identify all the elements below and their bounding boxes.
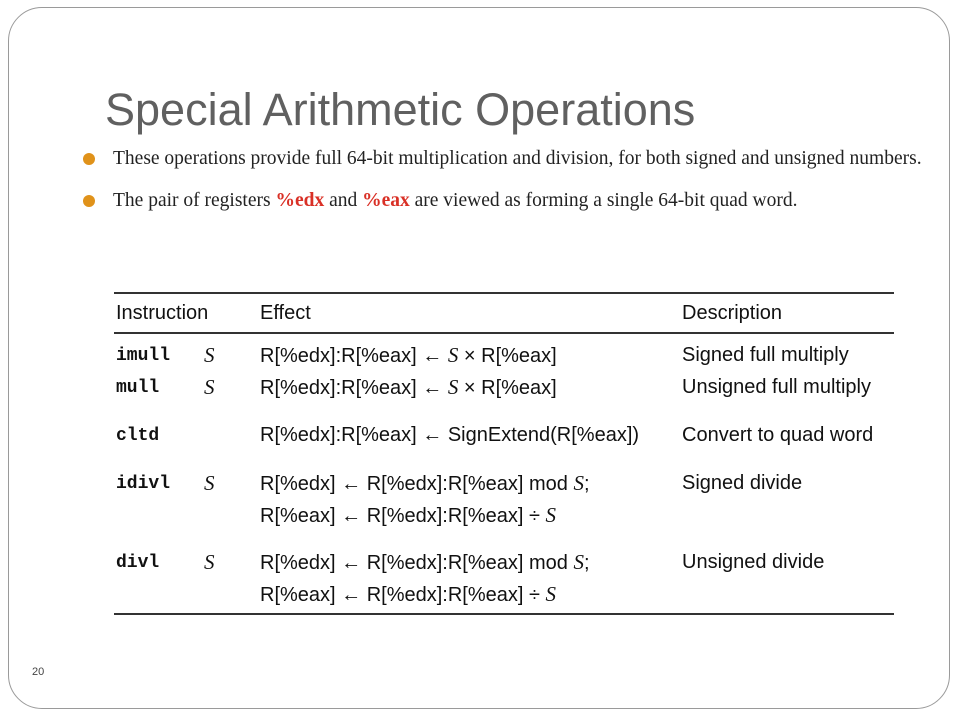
table-header-rule — [114, 332, 894, 334]
bullet-item — [83, 186, 923, 216]
desc-divl: Unsigned divide — [682, 551, 825, 573]
bullet-text-suffix: are viewed as forming a single 64-bit quad word. — [409, 190, 798, 211]
table-top-rule — [114, 292, 894, 294]
slide-title: Special Arithmetic Operations — [105, 84, 696, 135]
operand-s: S — [204, 375, 215, 399]
instr-idivl: idivl — [116, 474, 171, 494]
header-effect: Effect — [260, 302, 311, 324]
header-description: Description — [682, 302, 783, 324]
bullet-text: These operations provide full 64-bit multiplication and division, for both signed and unsigned numbers. — [113, 148, 922, 169]
operand-s: S — [204, 550, 215, 574]
desc-mull: Unsigned full multiply — [682, 376, 871, 398]
page-number: 20 — [32, 666, 45, 678]
bullet-item — [83, 144, 923, 174]
bullet-text-prefix: The pair of registers — [113, 190, 276, 211]
bullet-text-middle: and — [324, 190, 363, 211]
instr-mull: mull — [116, 378, 160, 398]
effect-imull: R[%edx]:R[%eax] ← S × R[%eax] — [260, 343, 557, 367]
effect-idivl-line2: R[%eax] ← R[%edx]:R[%eax] ÷ S — [260, 503, 557, 527]
instr-cltd: cltd — [116, 426, 160, 446]
bullet-icon — [83, 153, 95, 165]
header-instruction: Instruction — [116, 302, 209, 324]
register-edx: %edx — [275, 190, 325, 211]
instr-divl: divl — [116, 553, 160, 573]
instr-imull: imull — [116, 346, 171, 366]
table-bottom-rule — [114, 613, 894, 615]
bullet-list — [83, 144, 923, 228]
effect-divl-line2: R[%eax] ← R[%edx]:R[%eax] ÷ S — [260, 582, 557, 606]
operand-s: S — [204, 471, 215, 495]
register-eax: %eax — [362, 190, 410, 211]
effect-idivl-line1: R[%edx] ← R[%edx]:R[%eax] mod S; — [260, 471, 590, 495]
effect-divl-line1: R[%edx] ← R[%edx]:R[%eax] mod S; — [260, 550, 590, 574]
operand-s: S — [204, 343, 215, 367]
desc-idivl: Signed divide — [682, 472, 803, 494]
desc-cltd: Convert to quad word — [682, 424, 874, 446]
effect-mull: R[%edx]:R[%eax] ← S × R[%eax] — [260, 375, 557, 399]
desc-imull: Signed full multiply — [682, 344, 849, 366]
bullet-text — [113, 186, 923, 216]
effect-cltd: R[%edx]:R[%eax] ← SignExtend(R[%eax]) — [260, 424, 640, 446]
bullet-icon — [83, 195, 95, 207]
